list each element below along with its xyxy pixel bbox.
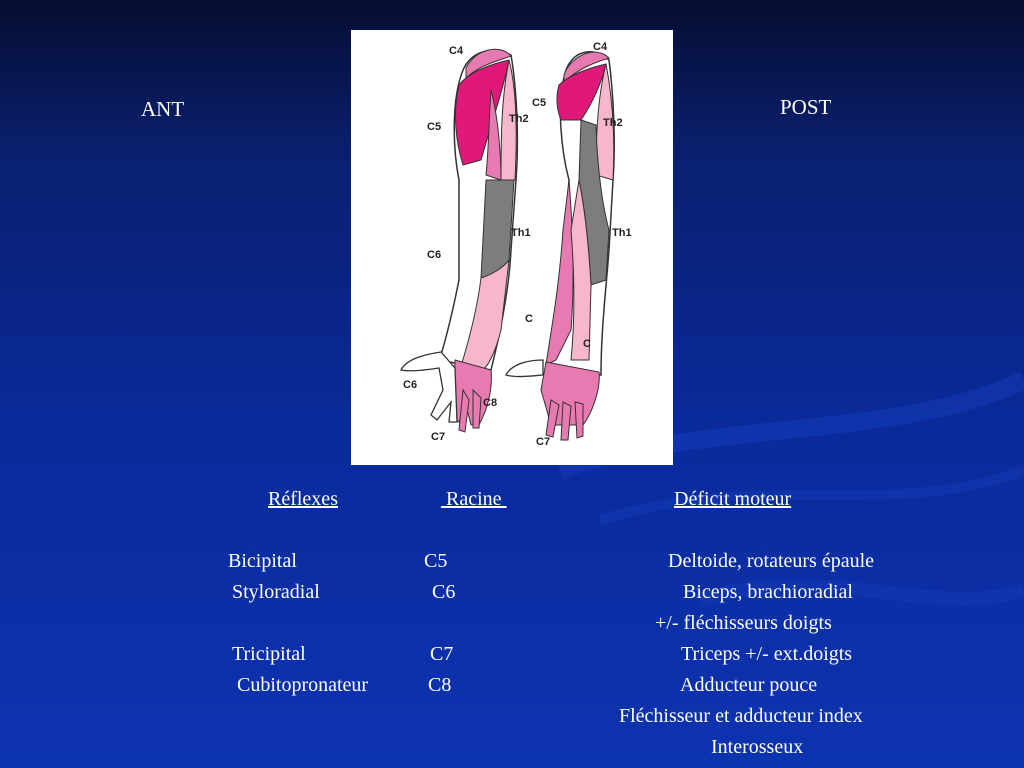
ant-label-c5: C5 xyxy=(427,121,442,133)
deficit-row-3: +/- fléchisseurs doigts xyxy=(655,612,832,634)
dermatome-figure xyxy=(351,30,673,465)
ant-label-c4: C4 xyxy=(449,45,464,57)
header-racine: Racine xyxy=(441,488,507,510)
reflex-styloradial: Styloradial xyxy=(232,581,320,603)
root-c6: C6 xyxy=(432,581,456,603)
deficit-row-2: Biceps, brachioradial xyxy=(683,581,853,603)
deficit-row-4: Triceps +/- ext.doigts xyxy=(681,643,853,665)
ant-label-c: C xyxy=(525,313,533,325)
deficit-row-7: Interosseux xyxy=(711,736,804,758)
ant-label-c7: C7 xyxy=(431,431,446,443)
ant-label-c6-hand: C6 xyxy=(403,379,418,391)
ant-label-c8: C8 xyxy=(483,397,498,409)
posterior-arm xyxy=(506,52,614,440)
reflex-bicipital: Bicipital xyxy=(228,550,297,572)
deficit-row-6: Fléchisseur et adducteur index xyxy=(619,705,863,727)
root-c8: C8 xyxy=(428,674,452,696)
header-deficit: Déficit moteur xyxy=(674,488,792,510)
ant-label-c6: C6 xyxy=(427,249,442,261)
post-label-th2: Th2 xyxy=(603,117,623,129)
deficit-row-5: Adducteur pouce xyxy=(680,674,818,696)
anterior-arm xyxy=(401,49,517,432)
header-reflexes: Réflexes xyxy=(268,488,338,510)
root-c5: C5 xyxy=(424,550,448,572)
posterior-label: POST xyxy=(780,95,832,119)
post-label-c5: C5 xyxy=(532,97,547,109)
post-label-c4: C4 xyxy=(593,41,608,53)
reflex-cubitopronateur: Cubitopronateur xyxy=(237,674,369,696)
ant-label-th1: Th1 xyxy=(511,227,531,239)
reflex-tricipital: Tricipital xyxy=(232,643,306,665)
root-c7: C7 xyxy=(430,643,454,665)
post-label-c7: C7 xyxy=(536,436,551,448)
dermatome-diagram xyxy=(351,30,673,465)
ant-label-th2: Th2 xyxy=(509,113,529,125)
anterior-label: ANT xyxy=(141,97,185,121)
deficit-row-1: Deltoide, rotateurs épaule xyxy=(668,550,875,572)
post-label-c: C xyxy=(583,338,591,350)
post-label-th1: Th1 xyxy=(612,227,632,239)
